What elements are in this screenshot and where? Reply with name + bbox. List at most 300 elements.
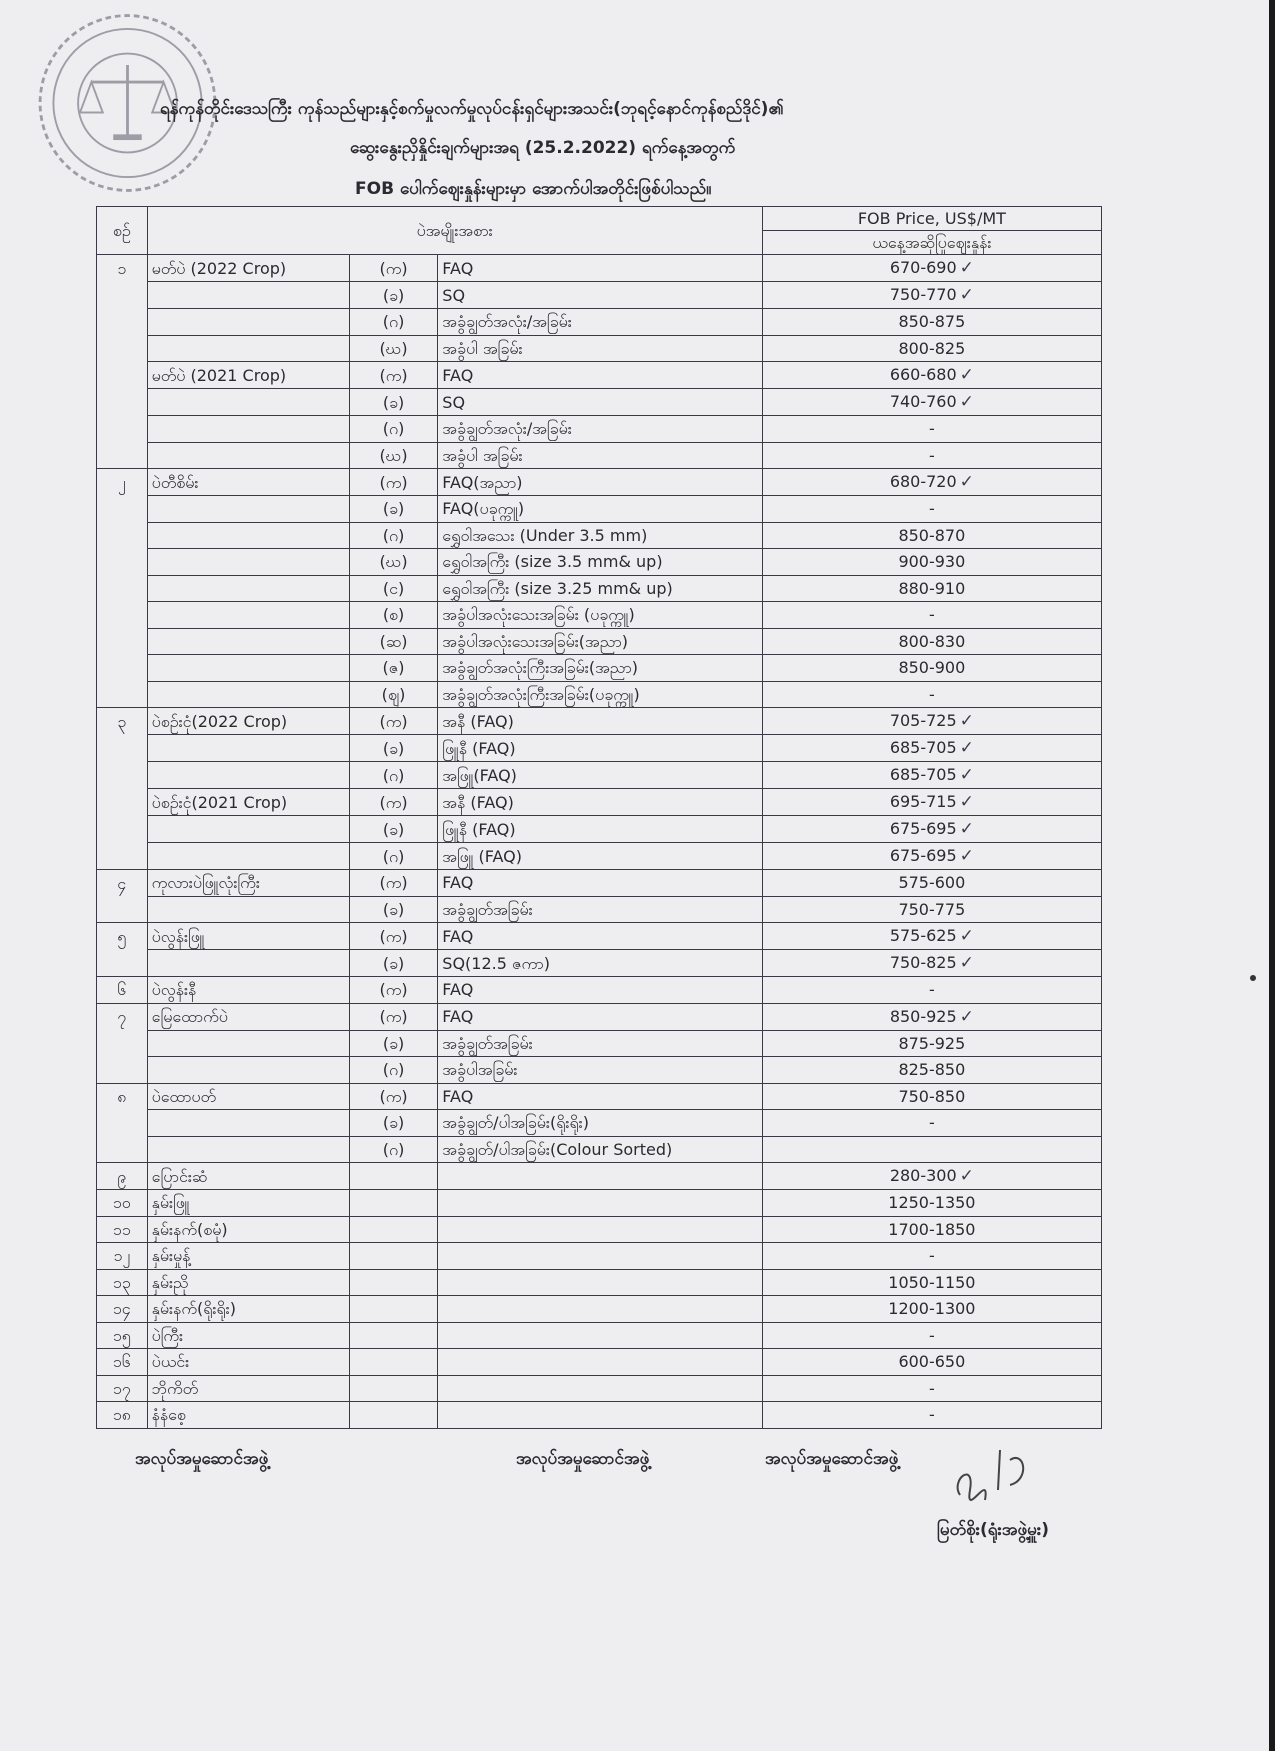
grade-name xyxy=(438,309,762,336)
price-range-text: 1250-1350 xyxy=(888,1193,976,1213)
grade-name xyxy=(438,335,762,362)
grade-name xyxy=(438,1402,762,1429)
grade-name-text: အခွံချွတ်အလုံး/အခြမ်း xyxy=(442,419,572,439)
commodity-name-text: နှမ်းမှုန့် xyxy=(151,1246,191,1266)
price-range-text: - xyxy=(928,1325,935,1345)
price-range-text: 875-925 xyxy=(898,1033,966,1053)
grade-name-text: အခွံပါ အခြမ်း xyxy=(442,445,523,465)
grade-name-text: FAQ xyxy=(442,365,474,385)
grade-letter xyxy=(349,389,437,416)
row-number xyxy=(97,389,148,416)
grade-letter-text: (ဈ) xyxy=(381,684,406,704)
commodity-name-text: မြေထောက်ပဲ xyxy=(151,1007,228,1026)
handwritten-signature xyxy=(930,1440,1040,1515)
row-number-text: ၁၇ xyxy=(112,1378,131,1398)
price-range xyxy=(762,469,1101,496)
commodity-name xyxy=(147,655,349,682)
commodity-name xyxy=(147,389,349,416)
grade-letter-text: (က) xyxy=(379,792,408,812)
check-mark-icon: ✓ xyxy=(959,765,974,785)
price-range-text: 685-705 xyxy=(889,738,957,757)
check-mark-icon: ✓ xyxy=(959,819,974,839)
commodity-name xyxy=(147,977,349,1004)
price-range-text: 695-715 xyxy=(889,792,957,811)
grade-name xyxy=(438,1375,762,1402)
grade-name xyxy=(438,950,762,977)
header-line-3: FOB ပေါက်ဈေးနှုန်းများမှာ အောက်ပါအတိုင်းဖြစ်ပါသည်။ xyxy=(355,179,712,199)
grade-name-text: ရွှေဝါအကြီး (size 3.5 mm& up) xyxy=(442,552,663,572)
table-row xyxy=(97,1003,1102,1030)
row-number xyxy=(97,789,148,816)
table-row xyxy=(97,1083,1102,1110)
check-mark-icon: ✓ xyxy=(959,711,974,731)
grade-letter xyxy=(349,255,437,282)
price-range-text: - xyxy=(928,1378,935,1398)
price-range-text: - xyxy=(928,445,935,465)
grade-letter xyxy=(349,309,437,336)
commodity-name xyxy=(147,1030,349,1057)
grade-name xyxy=(438,977,762,1004)
grade-name-text: FAQ xyxy=(442,980,474,1000)
check-mark-icon: ✓ xyxy=(959,392,974,412)
price-range xyxy=(762,602,1101,629)
table-row xyxy=(97,762,1102,789)
grade-letter xyxy=(349,1375,437,1402)
grade-letter xyxy=(349,843,437,870)
commodity-name-text: မတ်ပဲ (2022 Crop) xyxy=(151,258,287,278)
price-range-text: 750-825 xyxy=(889,953,957,972)
table-row xyxy=(97,1030,1102,1057)
row-number xyxy=(97,575,148,602)
grade-letter-text: (ဂ) xyxy=(382,312,405,332)
commodity-name-text: ဘိုကိတ် xyxy=(151,1378,199,1398)
table-row xyxy=(97,816,1102,843)
price-range xyxy=(762,870,1101,897)
price-range xyxy=(762,362,1101,389)
commodity-name xyxy=(147,1216,349,1243)
price-range xyxy=(762,1322,1101,1349)
price-range-text: 800-825 xyxy=(898,338,966,358)
table-row xyxy=(97,309,1102,336)
row-number-text: ၁၄ xyxy=(112,1299,131,1319)
price-range-text: 850-925 xyxy=(889,1006,957,1026)
grade-letter-text: (က) xyxy=(379,258,408,278)
price-range-text: 750-775 xyxy=(898,899,966,919)
grade-name xyxy=(438,442,762,469)
table-row xyxy=(97,416,1102,443)
commodity-name-text: ပြောင်းဆံ xyxy=(151,1166,208,1186)
grade-name-text: SQ xyxy=(442,285,466,305)
grade-letter-text: (ဂ) xyxy=(382,1139,405,1159)
table-row xyxy=(97,1110,1102,1137)
price-table xyxy=(96,206,1102,1429)
grade-letter-text: (စ) xyxy=(382,605,405,625)
scan-edge xyxy=(1269,0,1275,1751)
grade-name xyxy=(438,549,762,576)
price-range-text: - xyxy=(928,1246,935,1266)
row-number xyxy=(97,255,148,282)
commodity-name xyxy=(147,1269,349,1296)
price-range-text: 1200-1300 xyxy=(888,1299,976,1319)
commodity-name xyxy=(147,282,349,309)
price-range xyxy=(762,708,1101,735)
check-mark-icon: ✓ xyxy=(959,1006,974,1027)
grade-letter xyxy=(349,549,437,576)
check-mark-icon: ✓ xyxy=(959,365,974,385)
table-row xyxy=(97,1296,1102,1323)
check-mark-icon: ✓ xyxy=(959,792,974,812)
price-range-text: - xyxy=(928,499,935,519)
price-range-text: 675-695 xyxy=(889,846,957,865)
table-row xyxy=(97,335,1102,362)
grade-letter xyxy=(349,1190,437,1217)
commodity-name xyxy=(147,1110,349,1137)
commodity-name xyxy=(147,255,349,282)
commodity-name xyxy=(147,896,349,923)
row-number-text: ၁၂ xyxy=(113,1246,131,1266)
price-range-text: 900-930 xyxy=(898,552,966,572)
commodity-name xyxy=(147,309,349,336)
row-number xyxy=(97,522,148,549)
grade-name-text: အခွံချွတ်/ပါအခြမ်း(ရိုးရိုး) xyxy=(442,1113,589,1133)
grade-name xyxy=(438,708,762,735)
row-number xyxy=(97,1163,148,1190)
price-range xyxy=(762,575,1101,602)
price-range xyxy=(762,549,1101,576)
grade-name xyxy=(438,1296,762,1323)
commodity-name xyxy=(147,1190,349,1217)
grade-letter-text: (ဃ) xyxy=(379,338,408,358)
grade-name-text: အခွံပါအလုံးသေးအခြမ်း(အညာ) xyxy=(442,631,629,651)
grade-name xyxy=(438,843,762,870)
commodity-name xyxy=(147,1057,349,1084)
commodity-name xyxy=(147,1003,349,1030)
grade-letter-text: (က) xyxy=(379,873,408,893)
commodity-name xyxy=(147,442,349,469)
price-range-text: - xyxy=(928,1113,935,1133)
chair-signature-label: မြတ်စိုး(ရုံးအဖွဲ့မှူး) xyxy=(937,1520,1049,1540)
row-number xyxy=(97,681,148,708)
grade-name xyxy=(438,1163,762,1190)
grade-letter xyxy=(349,735,437,762)
row-number xyxy=(97,1269,148,1296)
row-number-text: ၃ xyxy=(117,711,127,731)
grade-letter-text: (ဂ) xyxy=(382,1060,405,1080)
grade-name-text: FAQ xyxy=(442,1086,474,1106)
grade-letter-text: (က) xyxy=(379,980,408,1000)
grade-letter-text: (ဃ) xyxy=(379,552,408,572)
grade-name xyxy=(438,923,762,950)
commodity-name xyxy=(147,1136,349,1163)
table-row xyxy=(97,1375,1102,1402)
commodity-name-text: ပဲထောပတ် xyxy=(151,1086,217,1106)
price-range xyxy=(762,1030,1101,1057)
grade-letter xyxy=(349,469,437,496)
check-mark-icon: ✓ xyxy=(959,926,974,946)
grade-letter-text: (ခ) xyxy=(382,899,405,919)
commodity-name xyxy=(147,1349,349,1376)
grade-name xyxy=(438,282,762,309)
price-range xyxy=(762,522,1101,549)
row-number xyxy=(97,950,148,977)
header-line-2: ဆွေးနွေးညှိနှိုင်းချက်များအရ (25.2.2022) ရက်နေ့အတွက် xyxy=(350,138,736,158)
grade-letter-text: (ဂ) xyxy=(382,846,405,866)
price-range-text: 750-770 xyxy=(889,285,957,304)
row-number xyxy=(97,655,148,682)
price-range xyxy=(762,282,1101,309)
grade-letter xyxy=(349,762,437,789)
price-range xyxy=(762,1375,1101,1402)
commodity-name xyxy=(147,469,349,496)
table-row xyxy=(97,708,1102,735)
price-range-text: 1050-1150 xyxy=(888,1272,976,1292)
commodity-name xyxy=(147,1163,349,1190)
grade-name xyxy=(438,602,762,629)
table-row xyxy=(97,950,1102,977)
row-number-text: ၂ xyxy=(117,472,126,492)
table-row xyxy=(97,628,1102,655)
grade-letter-text: (က) xyxy=(379,1007,408,1026)
commodity-name xyxy=(147,549,349,576)
grade-letter xyxy=(349,1163,437,1190)
grade-name-text: အခွံချွတ်အလုံးကြီးအခြမ်း(အညာ) xyxy=(442,658,639,678)
header-line-1: ရန်ကုန်တိုင်းဒေသကြီး ကုန်သည်များနှင့်စက်မှုလက်မှုလုပ်ငန်းရှင်များအသင်း(ဘုရင့်နောင်ကုန်စည်ဒိုင်)၏ xyxy=(160,99,784,119)
table-row xyxy=(97,1269,1102,1296)
signature-label: အလုပ်အမှုဆောင်အဖွဲ့ xyxy=(135,1449,269,1469)
grade-name-text: အခွံချွတ်/ပါအခြမ်း(Colour Sorted) xyxy=(442,1139,673,1159)
row-number xyxy=(97,442,148,469)
row-number xyxy=(97,923,148,950)
row-number-text: ၁၃ xyxy=(112,1272,131,1292)
grade-name xyxy=(438,681,762,708)
grade-letter xyxy=(349,1349,437,1376)
grade-name-text: FAQ(အညာ) xyxy=(442,472,523,492)
grade-letter-text: (ခ) xyxy=(382,1113,405,1133)
grade-name-text: ရွှေဝါအကြီး (size 3.25 mm& up) xyxy=(442,578,673,598)
grade-name xyxy=(438,896,762,923)
commodity-name-text: ပဲလွန်းနီ xyxy=(151,980,197,1000)
column-header-no: စဉ် xyxy=(97,207,148,255)
row-number-text: ၅ xyxy=(117,926,127,946)
row-number xyxy=(97,1322,148,1349)
check-mark-icon: ✓ xyxy=(959,846,974,866)
commodity-name xyxy=(147,335,349,362)
commodity-name-text: နှမ်းညို xyxy=(151,1272,189,1292)
commodity-name xyxy=(147,762,349,789)
grade-letter-text: (ခ) xyxy=(382,1033,405,1053)
speck xyxy=(1250,975,1256,981)
price-range-text: - xyxy=(928,980,935,1000)
grade-name-text: SQ(12.5 ဇကာ) xyxy=(442,953,550,973)
price-range-text: 575-625 xyxy=(889,926,957,945)
grade-name xyxy=(438,1110,762,1137)
grade-letter xyxy=(349,816,437,843)
grade-name xyxy=(438,1136,762,1163)
row-number xyxy=(97,735,148,762)
commodity-name xyxy=(147,789,349,816)
price-range xyxy=(762,255,1101,282)
row-number xyxy=(97,282,148,309)
row-number xyxy=(97,1110,148,1137)
grade-letter-text: (ခ) xyxy=(382,285,405,305)
price-range-text: 680-720 xyxy=(889,472,957,491)
price-range-text: 800-830 xyxy=(898,631,966,651)
grade-letter-text: (ဆ) xyxy=(379,631,408,651)
price-range-text: 880-910 xyxy=(898,578,966,598)
grade-name xyxy=(438,496,762,523)
commodity-name xyxy=(147,1322,349,1349)
commodity-name-text: ပဲစဉ်းငုံ(2021 Crop) xyxy=(151,792,288,812)
commodity-name xyxy=(147,816,349,843)
price-range xyxy=(762,655,1101,682)
commodity-name xyxy=(147,362,349,389)
grade-letter-text: (က) xyxy=(379,365,408,385)
row-number xyxy=(97,628,148,655)
table-row xyxy=(97,549,1102,576)
grade-name-text: အခွံချွတ်အခြမ်း xyxy=(442,1033,533,1053)
commodity-name xyxy=(147,628,349,655)
table-row xyxy=(97,389,1102,416)
commodity-name-text: နံနံစေ့ xyxy=(151,1405,186,1425)
grade-name-text: FAQ(ပခုက္ကူ) xyxy=(442,499,525,519)
grade-name xyxy=(438,469,762,496)
row-number-text: ၄ xyxy=(117,873,127,893)
price-range xyxy=(762,950,1101,977)
grade-letter xyxy=(349,708,437,735)
grade-name-text: အခွံချွတ်အခြမ်း xyxy=(442,899,533,919)
grade-name-text: အခွံပါအခြမ်း xyxy=(442,1060,518,1080)
commodity-name xyxy=(147,735,349,762)
commodity-name-text: ပဲယင်း xyxy=(151,1352,190,1372)
price-range xyxy=(762,309,1101,336)
grade-name xyxy=(438,575,762,602)
row-number xyxy=(97,708,148,735)
signature-label: အလုပ်အမှုဆောင်အဖွဲ့ xyxy=(765,1449,899,1469)
column-header-item: ပဲအမျိုးအစား xyxy=(147,207,762,255)
commodity-name xyxy=(147,1375,349,1402)
row-number xyxy=(97,1349,148,1376)
grade-name-text: FAQ xyxy=(442,1007,474,1026)
grade-name xyxy=(438,1322,762,1349)
table-row xyxy=(97,1163,1102,1190)
grade-letter-text: (က) xyxy=(379,926,408,946)
column-header-price: FOB Price, US$/MT xyxy=(762,207,1101,231)
price-range-text: 850-900 xyxy=(898,658,966,678)
price-range-text: 670-690 xyxy=(889,258,957,277)
price-range xyxy=(762,762,1101,789)
grade-letter-text: (င) xyxy=(382,578,405,598)
grade-name xyxy=(438,1243,762,1270)
check-mark-icon: ✓ xyxy=(959,285,974,305)
grade-name-text: FAQ xyxy=(442,873,474,893)
grade-letter xyxy=(349,1110,437,1137)
price-range-text: - xyxy=(928,605,935,625)
table-row xyxy=(97,469,1102,496)
price-range-text: 685-705 xyxy=(889,765,957,784)
table-row xyxy=(97,1322,1102,1349)
grade-letter xyxy=(349,575,437,602)
grade-letter-text: (ဂ) xyxy=(382,419,405,439)
grade-name xyxy=(438,762,762,789)
row-number xyxy=(97,1030,148,1057)
row-number xyxy=(97,362,148,389)
grade-name-text: အနီ (FAQ) xyxy=(442,711,514,731)
grade-letter-text: (ခ) xyxy=(382,953,405,973)
price-range xyxy=(762,389,1101,416)
table-row xyxy=(97,789,1102,816)
grade-letter xyxy=(349,1322,437,1349)
row-number xyxy=(97,1402,148,1429)
table-row xyxy=(97,1057,1102,1084)
commodity-name-text: ပဲစဉ်းငုံ(2022 Crop) xyxy=(151,711,288,731)
row-number xyxy=(97,1190,148,1217)
table-row xyxy=(97,1243,1102,1270)
commodity-name xyxy=(147,870,349,897)
price-range xyxy=(762,923,1101,950)
grade-letter-text: (ဃ) xyxy=(379,445,408,465)
row-number-text: ၉ xyxy=(117,1166,127,1186)
price-range-text: 600-650 xyxy=(898,1352,966,1372)
grade-letter-text: (ခ) xyxy=(382,499,405,519)
commodity-name xyxy=(147,950,349,977)
price-range-text: 825-850 xyxy=(898,1060,966,1080)
table-header-row xyxy=(97,207,1102,231)
price-range-text: 850-870 xyxy=(898,525,966,545)
grade-letter xyxy=(349,789,437,816)
table-row xyxy=(97,735,1102,762)
price-range xyxy=(762,1003,1101,1030)
grade-name xyxy=(438,522,762,549)
grade-letter-text: (ခ) xyxy=(382,738,405,758)
price-range xyxy=(762,1136,1101,1163)
grade-name xyxy=(438,389,762,416)
grade-name-text: FAQ xyxy=(442,258,474,278)
commodity-name xyxy=(147,1402,349,1429)
grade-name-text: SQ xyxy=(442,392,466,412)
table-row xyxy=(97,843,1102,870)
grade-name-text: ဖြူနီ (FAQ) xyxy=(442,738,516,758)
grade-letter xyxy=(349,602,437,629)
price-range-text: 750-850 xyxy=(898,1086,966,1106)
table-row xyxy=(97,362,1102,389)
grade-letter xyxy=(349,655,437,682)
grade-name-text: အဖြူ (FAQ) xyxy=(442,846,522,866)
row-number xyxy=(97,416,148,443)
commodity-name xyxy=(147,681,349,708)
grade-name xyxy=(438,870,762,897)
row-number xyxy=(97,335,148,362)
price-range-text: 850-875 xyxy=(898,312,966,332)
grade-letter xyxy=(349,1003,437,1030)
row-number xyxy=(97,870,148,897)
grade-letter-text: (က) xyxy=(379,711,408,731)
price-range-text: 705-725 xyxy=(889,711,957,730)
grade-letter xyxy=(349,1057,437,1084)
price-range xyxy=(762,335,1101,362)
price-range xyxy=(762,735,1101,762)
price-range xyxy=(762,681,1101,708)
check-mark-icon: ✓ xyxy=(959,472,974,492)
price-range xyxy=(762,1349,1101,1376)
grade-letter-text: (ဇ) xyxy=(382,658,405,678)
row-number xyxy=(97,843,148,870)
grade-name xyxy=(438,1269,762,1296)
price-range xyxy=(762,1296,1101,1323)
table-row xyxy=(97,1402,1102,1429)
row-number xyxy=(97,549,148,576)
price-range-text: - xyxy=(928,419,935,439)
grade-name xyxy=(438,1216,762,1243)
